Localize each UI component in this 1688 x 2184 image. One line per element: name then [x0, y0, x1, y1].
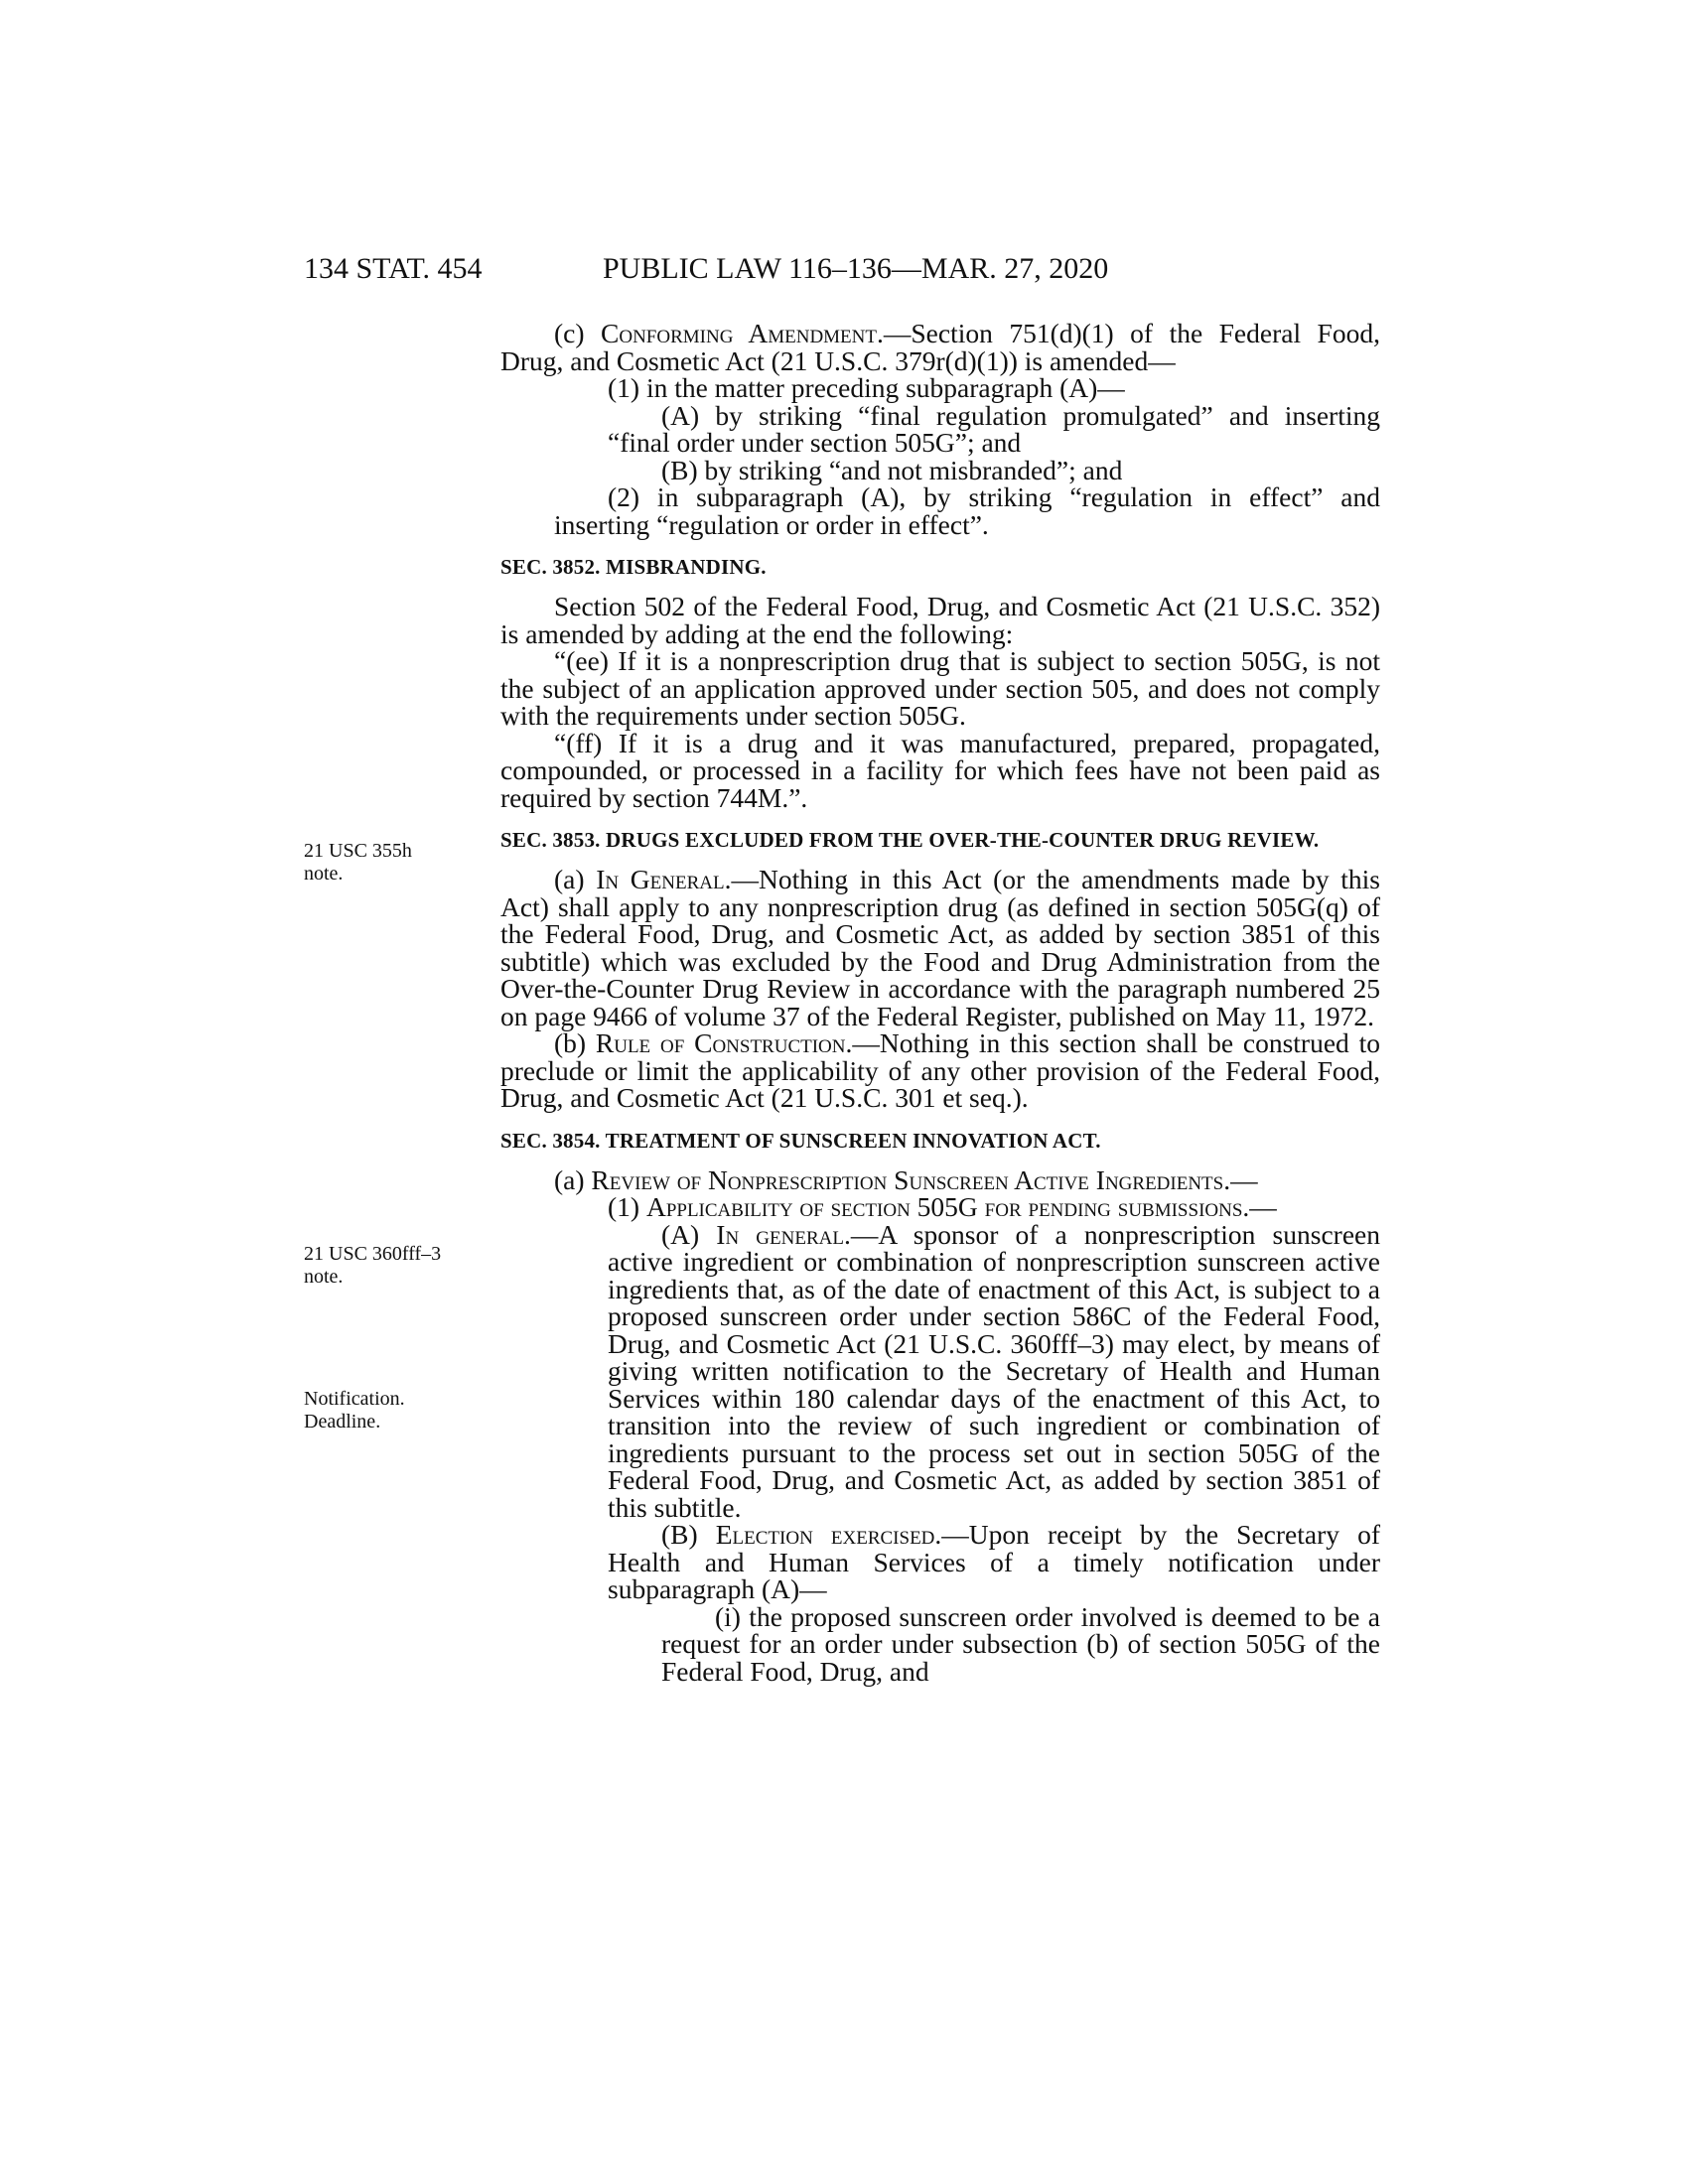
- paragraph-c1: (1) in the matter preceding subparagraph (A)—: [608, 372, 1125, 403]
- stat-page-number: 134 STAT. 454: [304, 252, 483, 285]
- section-heading-3852: SEC. 3852. MISBRANDING.: [500, 555, 767, 579]
- margin-note-355h: 21 USC 355h note.: [304, 840, 412, 885]
- paragraph-3854-i: (i) the proposed sunscreen order involved is deemed to be a request for an order under subsection (b) of section 505G of the Federal Food, Drug, and: [661, 1600, 1380, 1687]
- section-heading-3853: SEC. 3853. DRUGS EXCLUDED FROM THE OVER-THE-COUNTER DRUG REVIEW.: [500, 828, 1320, 852]
- paragraph-c: (c) Conforming Amendment.—Section 751(d)(1) of the Federal Food, Drug, and Cosmetic Act (21 U.S.C. 379r(d)(1)) is amended—: [500, 318, 1380, 376]
- paragraph-3854-B: (B) Election exercised.—Upon receipt by the Secretary of Health and Human Services of a timely notification under subparagraph (A)—: [608, 1519, 1380, 1604]
- paragraph-3853-b: (b) Rule of Construction.—Nothing in this section shall be construed to preclude or limit the applicability of any other provision of the Federal Food, Drug, and Cosmetic Act (21 U.S.C. 301 et seq.).: [500, 1027, 1380, 1113]
- public-law-title: PUBLIC LAW 116–136—MAR. 27, 2020: [603, 252, 1109, 285]
- section-heading-3854: SEC. 3854. TREATMENT OF SUNSCREEN INNOVATION ACT.: [500, 1128, 1101, 1153]
- margin-note-notification: Notification. Deadline.: [304, 1388, 405, 1433]
- paragraph-3854-a1: (1) Applicability of section 505G for pending submissions.—: [608, 1191, 1277, 1222]
- paragraph-c1a: (A) by striking “final regulation promulgated” and inserting “final order under section 505G”; and: [608, 399, 1380, 458]
- body-text: [500, 320, 1380, 1685]
- paragraph-3854-A: (A) In general.—A sponsor of a nonprescription sunscreen active ingredient or combination of nonprescription sunscreen active ingredients that, as of the date of enactment of this Act, is subject to a proposed sunscreen order under section 586C of the Federal Food, Drug, and Cosmetic Act (21 U.S.C. 360fff–3) may elect, by means of giving written notification to the Secretary of Health and Human Services within 180 calendar days of the enactment of this Act, to transition into the review of such ingredient or combination of ingredients pursuant to the process set out in section 505G of the Federal Food, Drug, and Cosmetic Act, as added by section 3851 of this subtitle.: [608, 1218, 1380, 1523]
- paragraph-3852-ee: “(ee) If it is a nonprescription drug that is subject to section 505G, is not the subject of an application approved under section 505, and does not comply with the requirements under section 505G.: [500, 645, 1380, 731]
- paragraph-c1b: (B) by striking “and not misbranded”; and: [661, 454, 1123, 485]
- paragraph-3852-intro: Section 502 of the Federal Food, Drug, and Cosmetic Act (21 U.S.C. 352) is amended by adding at the end the following:: [500, 591, 1380, 649]
- paragraph-c2: (2) in subparagraph (A), by striking “regulation in effect” and inserting “regulation or order in effect”.: [554, 481, 1380, 540]
- paragraph-3854-a: (a) Review of Nonprescription Sunscreen Active Ingredients.—: [554, 1163, 1258, 1195]
- margin-note-360fff: 21 USC 360fff–3 note.: [304, 1243, 442, 1288]
- paragraph-3853-a: (a) In General.—Nothing in this Act (or the amendments made by this Act) shall apply to any nonprescription drug (as defined in section 505G(q) of the Federal Food, Drug, and Cosmetic Act, as added by section 3851 of this subtitle) which was excluded by the Food and Drug Administration from the Over-the-Counter Drug Review in accordance with the paragraph numbered 25 on page 9466 of volume 37 of the Federal Register, published on May 11, 1972.: [500, 864, 1381, 1031]
- running-header: [304, 252, 1380, 292]
- paragraph-3852-ff: “(ff) If it is a drug and it was manufactured, prepared, propagated, compounded, or processed in a facility for which fees have not been paid as required by section 744M.”.: [500, 727, 1380, 813]
